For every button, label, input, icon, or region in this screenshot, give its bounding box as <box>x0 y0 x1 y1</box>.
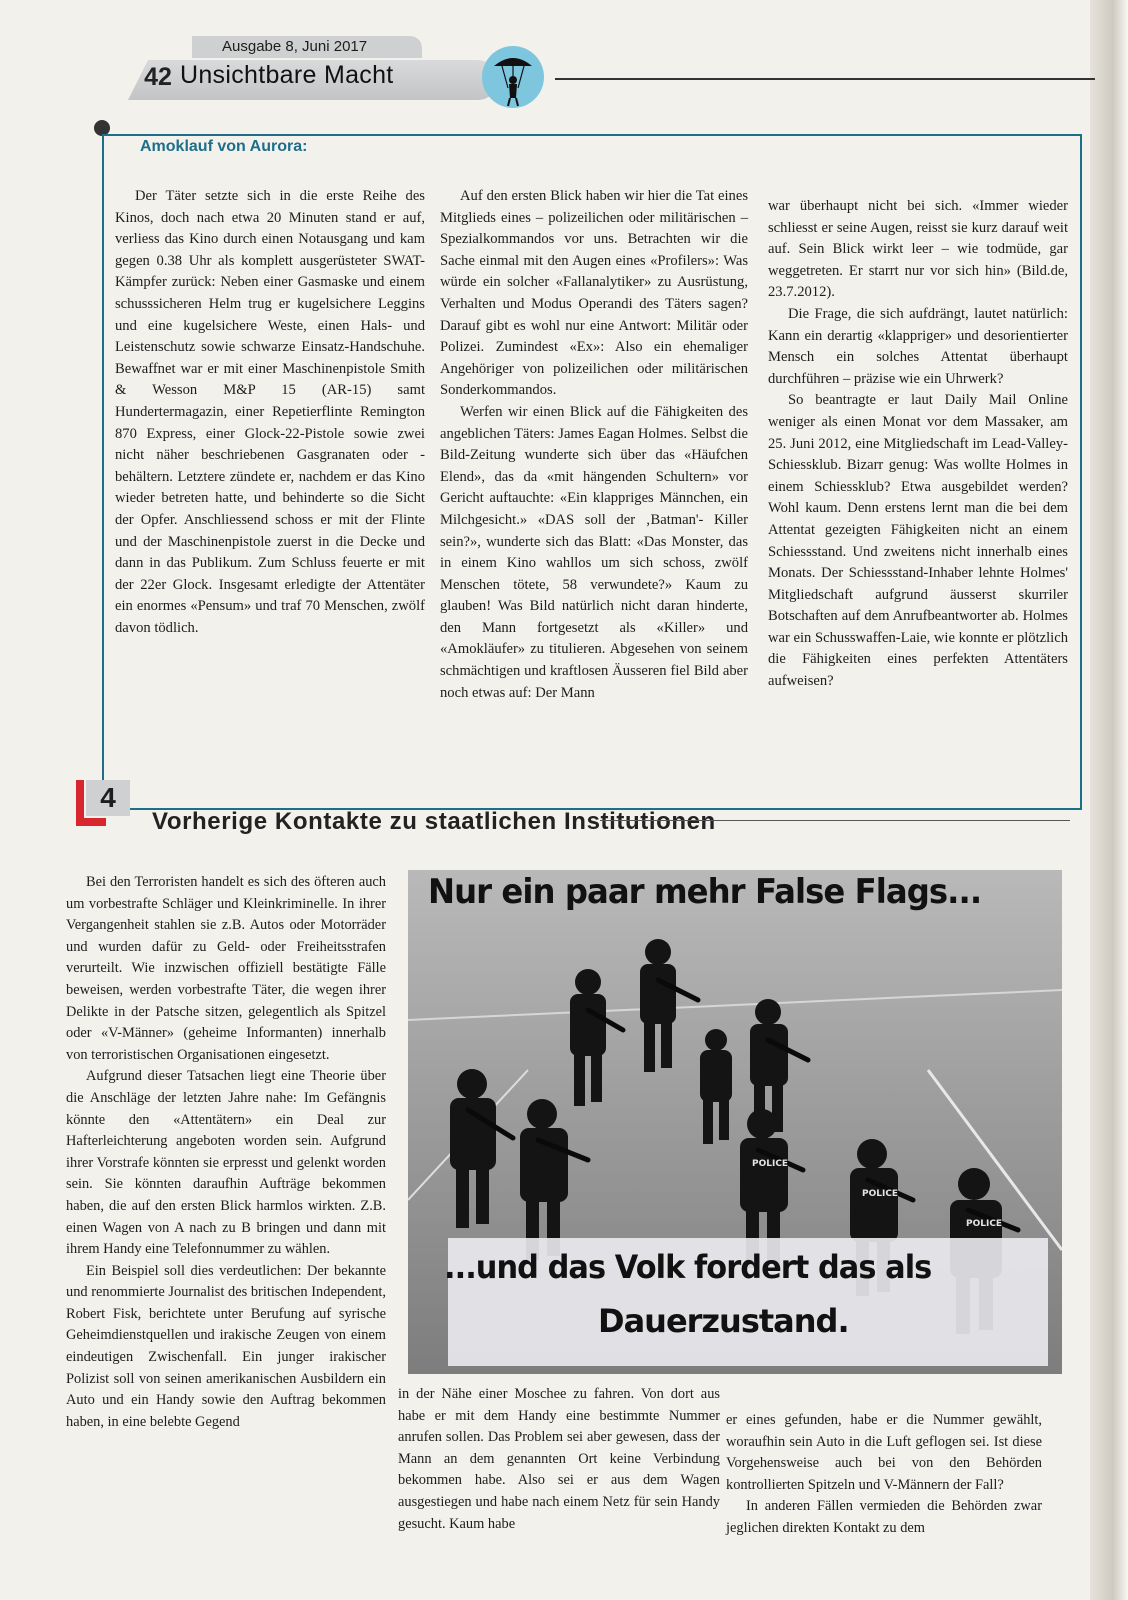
page-number: 42 <box>144 63 172 91</box>
vest-label: POLICE <box>752 1159 789 1169</box>
box-column-1 <box>115 186 425 639</box>
lower-column-1 <box>66 872 386 1433</box>
body-paragraph: Ein Beispiel soll dies verdeutlichen: Der bekannte und renommierte Journalist des britischen Independent, Robert Fisk, berichtete unter Berufung auf syrische Geheimdienstquellen und irakische Zeugen von einem eindeutigen Zwischenfall. Ein junger irakischer Polizist soll von seinen amerikanischen Ausbildern ein Auto und ein Handy sowie den Auftrag bekommen haben, in eine belebte Gegend <box>66 1262 386 1430</box>
box-paragraph: Der Täter setzte sich in die erste Reihe des Kinos, doch nach etwa 20 Minuten stand er auf, verliess das Kino durch einen Notausgang und kam gegen 0.38 Uhr als komplett ausgerüsteter SWAT-Kämpfer zurück: Neben einer Gasmaske und einem schusssicheren Helm trug er kugelsichere Leggins und eine kugelsichere Weste, einen Hals- und Leistenschutz sowie schwarze Einsatz-Handschuhe. Bewaffnet war er mit einer Maschinenpistole Smith & Wesson M&P 15 (AR-15) samt Hundertermagazin, einer Repetierflinte Remington 870 Express, einer Glock-22-Pistole sowie zwei nicht näher beschriebenen Gasgranaten oder -behältern. Letztere zündete er, nachdem er das Kino wieder betreten hatte, und behinderte so die Sicht der Opfer. Anschliessend schoss er mit der Flinte und der Maschinenpistole zuerst in die Decke und dann in das Publikum. Zum Schluss feuerte er mit der 22er Glock. Insgesamt erledigte der Attentäter ein enormes «Pensum» und traf 70 Menschen, zwölf davon tödlich. <box>115 188 425 636</box>
body-paragraph: In anderen Fällen vermieden die Behörden zwar jeglichen direkten Kontakt zu dem <box>726 1498 1042 1536</box>
section-number: 4 <box>86 780 130 816</box>
image-caption-top: Nur ein paar mehr False Flags... <box>428 872 982 912</box>
vest-label: POLICE <box>966 1219 1003 1229</box>
section-rule <box>600 820 1070 821</box>
page-edge <box>1090 0 1128 1600</box>
lower-column-2 <box>398 1384 720 1535</box>
box-column-3 <box>768 196 1068 693</box>
box-column-2 <box>440 186 748 704</box>
vest-label: POLICE <box>862 1189 899 1199</box>
box-paragraph: war überhaupt nicht bei sich. «Immer wieder schliesst er seine Augen, reisst sie kurz darauf weit auf. Sein Blick wirkt leer – wie todmüde, gar weggetreten. Er starrt nur vor sich hin» (Bild.de, 23.7.2012). <box>768 198 1068 301</box>
body-paragraph: Bei den Terroristen handelt es sich des öfteren auch um vorbestrafte Schläger und Kleinkriminelle. In ihrer Vergangenheit stahlen sie z.B. Autos oder Motorräder und wurden dafür zu Geld- oder Freiheitsstrafen verurteilt. Wie inzwischen offiziell bestätigte Fälle beweisen, werden vorbestrafte Täter, die wegen ihrer Delikte in der Patsche sitzen, gelegentlich als Spitzel oder «V-Männer» (geheime Informanten) innerhalb von terroristischen Organisationen eingesetzt. <box>66 874 386 1063</box>
lower-column-3 <box>726 1410 1042 1540</box>
box-paragraph: Werfen wir einen Blick auf die Fähigkeiten des angeblichen Täters: James Eagan Holmes. Selbst die Bild-Zeitung wunderte sich über das «Häufchen Elend», das da «mit hängenden Schultern» vor Gericht auftauchte: «Ein klappriges Männchen, ein Milchgesicht.» «DAS soll der ‚Batman'- Killer sein?», wunderte sich das Blatt: «Das Monster, das in einem Kino wahllos um sich schoss, zwölf Menschen tötete, 58 verwundete?» Kaum zu glauben! Was Bild natürlich nicht daran hinderte, den Mann fortgesetzt als «Killer» und «Amokläufer» zu titulieren. Abgesehen von seinem schmächtigen und kraftlosen Äusseren fiel Bild aber noch etwas auf: Der Mann <box>440 403 748 701</box>
image-caption-bottom-line-2: Dauerzustand. <box>598 1302 849 1340</box>
image-caption-bottom-line-1: ...und das Volk fordert das als <box>444 1248 932 1286</box>
puppet-logo-icon <box>480 44 546 110</box>
section-marker <box>76 780 132 826</box>
issue-label: Ausgabe 8, Juni 2017 <box>192 36 422 58</box>
body-paragraph: Aufgrund dieser Tatsachen liegt eine Theorie über die Anschläge der letzten Jahre nahe: Im Gefängnis könnte den «Attentätern» ein Deal zur Hafterleichterung angeboten worden sein. Aufgrund ihrer Vorstrafe könnten sie erpresst und gelenkt worden sein. Sie könnten daraufhin Aufträge bekommen haben, die auf den ersten Blick harmlos wirkten. Z.B. einen Wagen von A nach zu B bringen und dann mit ihrem Handy eine Telefonnummer zu wählen. <box>66 1068 386 1258</box>
box-paragraph: Die Frage, die sich aufdrängt, lautet natürlich: Kann ein derartig «klappriger» und desorientierter Mensch ein solches Attentat überhaupt durchführen – präzise wie ein Uhrwerk? <box>768 305 1068 387</box>
box-heading: Amoklauf von Aurora: <box>140 138 308 155</box>
magazine-title: Unsichtbare Macht <box>180 61 394 89</box>
header-rule <box>555 78 1095 80</box>
box-paragraph: So beantragte er laut Daily Mail Online weniger als einen Monat vor dem Massaker, am 25. Juni 2012, eine Mitgliedschaft im Lead-Valley-Schiessklub. Bizarr genug: Was wollte Holmes in einem Schiessklub? Etwa ausgebildet werden? Wohl kaum. Denn erstens lernt man die bei dem Attentat gezeigten Fähigkeiten nicht an einem Schiessstand. Und zweitens nicht innerhalb eines Monats. Der Schiessstand-Inhaber lehnte Holmes' Mitgliedschaft aufgrund äusserst skurriler Botschaften auf dem Anrufbeantworter ab. Holmes war ein Schusswaffen-Laie, wie konnte er plötzlich die Fähigkeiten eines perfekten Attentäters aufweisen? <box>768 392 1069 690</box>
body-paragraph: er eines gefunden, habe er die Nummer gewählt, woraufhin sein Auto in die Luft geflogen sei. Ist diese Vorgehensweise auch bei von den Behörden kontrollierten Spitzeln und V-Männern der Fall? <box>726 1412 1042 1493</box>
body-paragraph: in der Nähe einer Moschee zu fahren. Von dort aus habe er mit dem Handy eine bestimmte Nummer anrufen sollen. Das Problem sei aber gewesen, dass der Mann an dem genannten Ort keine Verbindung bekommen habe. Also sei er aus dem Wagen ausgestiegen und habe nach einem Netz für sein Handy gesucht. Kaum habe <box>398 1386 720 1532</box>
swat-photo <box>408 870 1062 1374</box>
page-header <box>100 28 1090 118</box>
box-paragraph: Auf den ersten Blick haben wir hier die Tat eines Mitglieds eines – polizeilichen oder militärischen – Spezialkommandos vor uns. Betrachten wir die Sache einmal mit den Augen eines «Profilers»: Was würde ein solcher «Fallanalytiker» zu Ausrüstung, Verhalten und Modus Operandi des Täters sagen? Darauf gibt es wohl nur eine Antwort: Militär oder Polizei. Zumindest «Ex»: Also ein ehemaliger Angehöriger von polizeilichen oder militärischen Sonderkommandos. <box>440 188 748 399</box>
section-title: Vorherige Kontakte zu staatlichen Institutionen <box>152 808 716 835</box>
